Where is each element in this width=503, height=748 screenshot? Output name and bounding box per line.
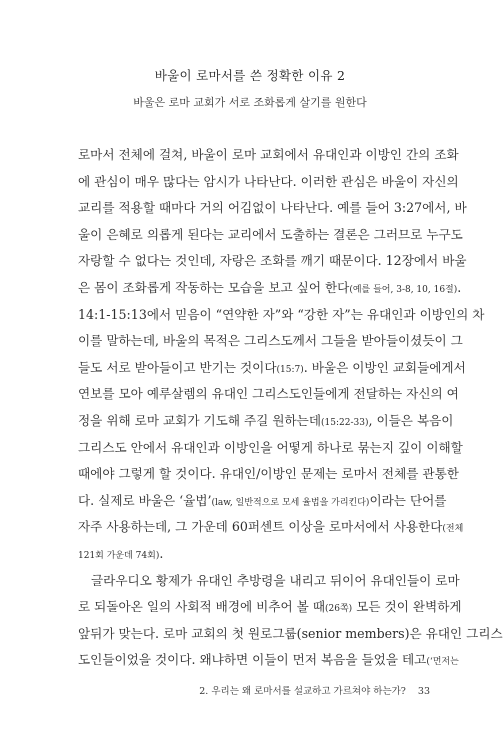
text-line: [78, 514, 464, 541]
parenthetical-note: (전체: [442, 524, 464, 535]
paragraph-1: [78, 142, 485, 568]
parenthetical-note: (‘먼저는: [426, 657, 459, 668]
text-segment: 모든 것이 완벽하게: [352, 599, 462, 615]
text-line: 교리를 적용할 때마다 거의 어김없이 나타난다. 예를 들어 3:27에서, 바: [78, 200, 467, 216]
parenthetical-note: 121회 가운데 74회): [78, 550, 160, 561]
body-text: [78, 142, 503, 674]
text-line: [78, 355, 466, 382]
text-segment: , 이들은 복음이: [368, 412, 454, 428]
text-segment: .: [457, 279, 462, 295]
text-line: [78, 647, 459, 674]
page-reference: (26쪽): [325, 604, 353, 615]
text-segment: 이라는 단어를: [369, 492, 447, 508]
text-line: 자랑할 수 없다는 것인데, 자랑은 조화를 깨기 때문이다. 12장에서 바울: [78, 253, 467, 269]
text-line: [78, 408, 454, 435]
verse-reference: (예를 들어, 3-8, 10, 16절): [349, 284, 458, 295]
verse-reference: (15:22-33): [321, 417, 369, 428]
text-line: 울이 은혜로 의롭게 된다는 교리에서 도출하는 결론은 그러므로 누구도: [78, 226, 463, 242]
text-segment: 다. 실제로 바울은 ‘율법’: [78, 492, 212, 508]
text-line: 에 관심이 매우 많다는 암시가 나타난다. 이러한 관심은 바울이 자신의: [78, 173, 459, 189]
verse-reference: (15:7): [276, 364, 304, 375]
running-head: 2. 우리는 왜 로마서를 설교하고 가르쳐야 하는가?: [199, 686, 406, 697]
text-segment: 도인들이었을 것이다. 왜냐하면 이들이 먼저 복음을 들었을 테고: [78, 652, 427, 668]
paragraph-2: [78, 568, 503, 674]
text-line: 그리스도 안에서 유대인과 이방인을 어떻게 하나로 묶는지 깊이 이해할: [78, 439, 463, 455]
text-line: [78, 594, 462, 621]
text-segment: 은 몸이 조화롭게 작동하는 모습을 보고 싶어 한다: [78, 279, 350, 295]
text-line: [78, 488, 447, 515]
text-line: 앞뒤가 맞는다. 로마 교회의 첫 원로그룹(senior members)은 유대인 그리스: [78, 625, 503, 641]
text-segment: 정을 위해 로마 교회가 기도해 주길 원하는데: [78, 412, 321, 428]
text-line: 연보를 모아 예루살렘의 유대인 그리스도인들에게 전달하는 자신의 여: [78, 386, 459, 402]
page-number: 33: [417, 686, 430, 697]
text-segment: .: [159, 545, 164, 561]
text-segment: 로 되돌아온 일의 사회적 배경에 비추어 볼 때: [78, 599, 326, 615]
text-line: 로마서 전체에 걸쳐, 바울이 로마 교회에서 유대인과 이방인 간의 조화: [78, 147, 459, 162]
text-segment: . 바울은 이방인 교회들에게서: [303, 359, 466, 375]
text-line: [78, 275, 462, 302]
text-segment: 들도 서로 받아들이고 반기는 것이다: [78, 359, 277, 375]
text-line: 때에야 그렇게 할 것이다. 유대인/이방인 문제는 로마서 전체를 관통한: [78, 466, 459, 482]
chapter-subtitle: 바울은 로마 교회가 서로 조화롭게 살기를 원한다: [133, 96, 367, 109]
text-line: 14:1-15:13에서 믿음이 “연약한 자”와 “강한 자”는 유대인과 이방인의 차: [78, 306, 485, 322]
chapter-title: 바울이 로마서를 쓴 정확한 이유 2: [154, 68, 346, 83]
parenthetical-note: (law, 일반적으로 모세 율법을 가리킨다): [211, 497, 370, 508]
page-footer: [199, 683, 430, 697]
text-segment: 자주 사용하는데, 그 가운데 60퍼센트 이상을 로마서에서 사용한다: [78, 519, 443, 535]
text-line: 이를 말하는데, 바울의 목적은 그리스도께서 그들을 받아들이셨듯이 그: [78, 333, 463, 349]
text-line: 글라우디오 황제가 유대인 추방령을 내리고 뒤이어 유대인들이 로마: [91, 572, 460, 588]
text-line: [78, 541, 426, 568]
